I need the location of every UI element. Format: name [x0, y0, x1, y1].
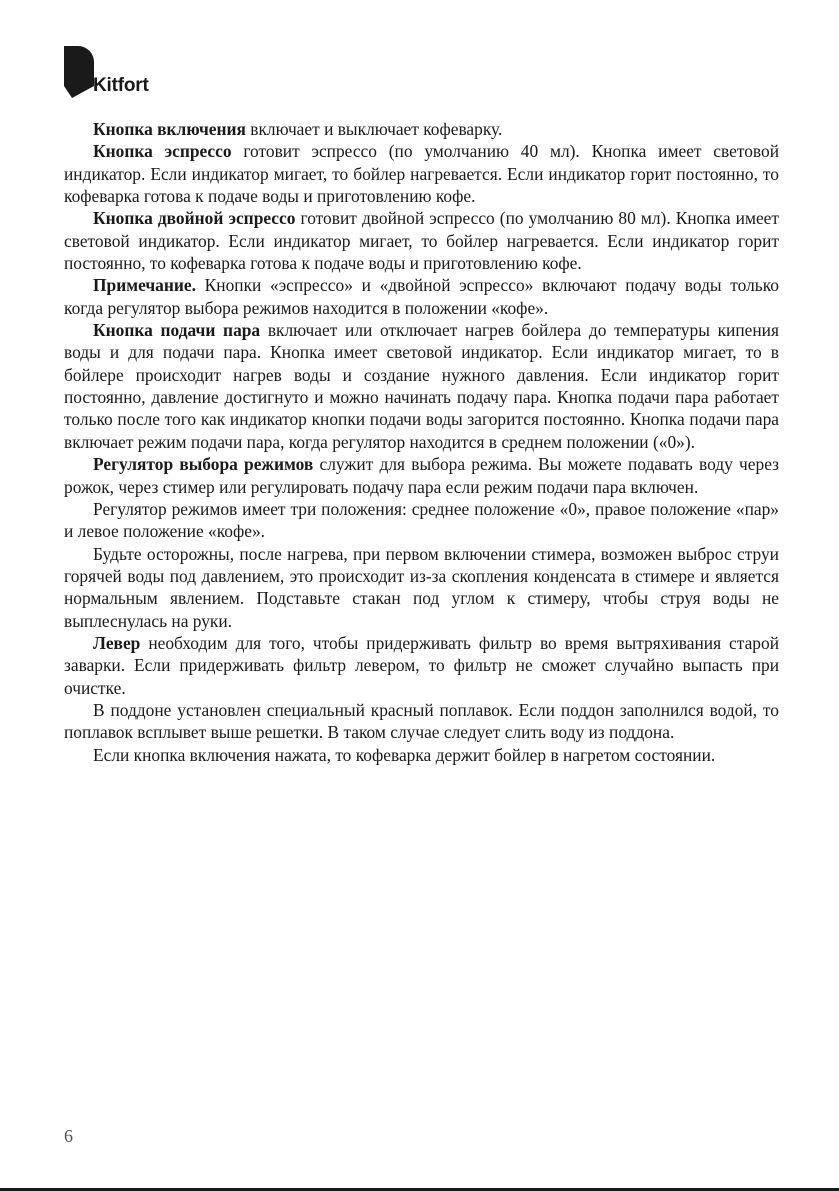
- instruction-text: [64, 118, 779, 766]
- paragraph-body: необходим для того, чтобы придерживать фильтр во время вытряхивания старой заварки. Если придерживать фильтр левером, то фильтр не сможет случайно выпасть при очистке.: [64, 632, 779, 698]
- paragraph: [64, 699, 779, 744]
- paragraph-lead: Левер: [93, 632, 141, 653]
- paragraph: [64, 118, 779, 140]
- brand-name: Kitfort: [93, 75, 149, 96]
- kitfort-mark-icon: [64, 46, 94, 100]
- paragraph-lead: Примечание.: [93, 275, 196, 296]
- paragraph: [64, 207, 779, 274]
- paragraph: [64, 453, 779, 498]
- paragraph: [64, 274, 779, 319]
- paragraph-body: служит для выбора режима. Вы можете подавать воду через рожок, через стимер или регулировать подачу пара если режим подачи пара включен.: [64, 454, 779, 497]
- paragraph: [64, 632, 779, 699]
- paragraph-lead: Кнопка подачи пара: [93, 320, 261, 341]
- paragraph-body: включает и выключает кофеварку.: [245, 119, 503, 139]
- page-number: 6: [64, 1126, 73, 1146]
- paragraph-body: Будьте осторожны, после нагрева, при первом включении стимера, возможен выброс струи горячей воды под давлением, это происходит из-за скопления конденсата в стимере и является нормальным явлением. Подставьте стакан под углом к стимеру, чтобы струя воды не выплеснулась на руки.: [64, 543, 779, 631]
- paragraph: [64, 140, 779, 207]
- paragraph-body: Кнопки «эспрессо» и «двойной эспрессо» включают подачу воды только когда регулятор выбора режимов находится в положении «кофе».: [64, 275, 779, 318]
- paragraph-body: включает или отключает нагрев бойлера до температуры кипения воды и для подачи пара. Кнопка имеет световой индикатор. Если индикатор мигает, то в бойлере происходит нагрев воды и создание нужного давления. Если индикатор горит постоянно, давление достигнуто и можно начинать подачу пара. Кнопка подачи пара работает только после того как индикатор кнопки подачи воды загорится постоянно. Кнопка подачи пара включает режим подачи пара, когда регулятор находится в среднем положении («0»).: [64, 320, 779, 452]
- paragraph-lead: Кнопка включения: [93, 119, 246, 139]
- brand-logo: [64, 46, 174, 100]
- paragraph-lead: Кнопка двойной эспрессо: [93, 208, 296, 229]
- paragraph-body: Если кнопка включения нажата, то кофеварка держит бойлер в нагретом состоянии.: [93, 744, 716, 765]
- paragraph: [64, 744, 779, 766]
- paragraph: [64, 319, 779, 453]
- paragraph: [64, 543, 779, 632]
- paragraph-body: В поддоне установлен специальный красный поплавок. Если поддон заполнился водой, то поплавок всплывет выше решетки. В таком случае следует слить воду из поддона.: [64, 699, 779, 743]
- paragraph: [64, 498, 779, 543]
- paragraph-lead: Регулятор выбора режимов: [93, 454, 314, 475]
- paragraph-lead: Кнопка эспрессо: [93, 141, 232, 162]
- paragraph-body: готовит эспрессо (по умолчанию 40 мл). Кнопка имеет световой индикатор. Если индикатор мигает, то бойлер нагревается. Если индикатор горит постоянно, то кофеварка готова к подаче воды и приготовлению кофе.: [64, 141, 779, 207]
- paragraph-body: Регулятор режимов имеет три положения: среднее положение «0», правое положение «пар» и левое положение «кофе».: [64, 498, 779, 542]
- paragraph-body: готовит двойной эспрессо (по умолчанию 80 мл). Кнопка имеет световой индикатор. Если индикатор мигает, то бойлер нагревается. Если индикатор горит постоянно, то кофеварка готова к подаче воды и приготовлению кофе.: [64, 208, 779, 274]
